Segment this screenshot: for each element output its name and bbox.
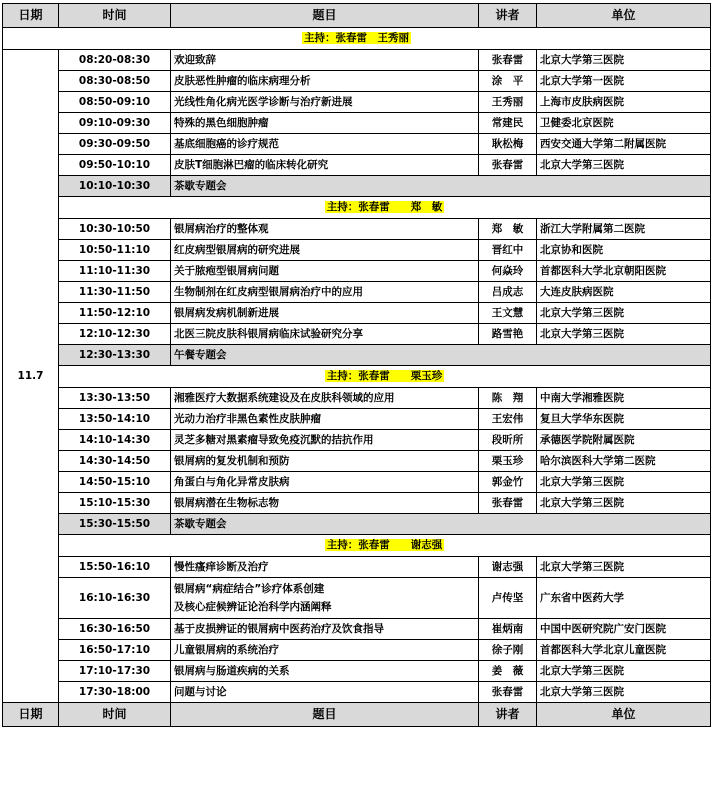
time-cell: 10:30-10:50 bbox=[59, 219, 171, 240]
speaker-cell: 耿松梅 bbox=[479, 134, 537, 155]
host-row bbox=[3, 535, 711, 557]
table-row bbox=[3, 557, 711, 578]
speaker-cell: 常建民 bbox=[479, 113, 537, 134]
unit-cell: 复旦大学华东医院 bbox=[537, 409, 711, 430]
host-prefix: 主持： bbox=[326, 539, 359, 551]
time-cell: 15:10-15:30 bbox=[59, 493, 171, 514]
header-speaker: 讲者 bbox=[479, 4, 537, 28]
break-row bbox=[3, 176, 711, 197]
speaker-cell: 郭金竹 bbox=[479, 472, 537, 493]
host-row bbox=[3, 197, 711, 219]
speaker-cell: 卢传坚 bbox=[479, 578, 537, 619]
table-row bbox=[3, 451, 711, 472]
host-label bbox=[302, 32, 411, 44]
host-row bbox=[3, 28, 711, 50]
speaker-cell: 徐子刚 bbox=[479, 640, 537, 661]
break-time: 12:30-13:30 bbox=[59, 345, 171, 366]
host-label bbox=[325, 539, 445, 551]
break-row bbox=[3, 345, 711, 366]
unit-cell: 中南大学湘雅医院 bbox=[537, 388, 711, 409]
footer-date: 日期 bbox=[3, 703, 59, 727]
speaker-cell: 姜 薇 bbox=[479, 661, 537, 682]
unit-cell: 承德医学院附属医院 bbox=[537, 430, 711, 451]
title-cell: 关于脓疱型银屑病问题 bbox=[171, 261, 479, 282]
title-cell: 皮肤恶性肿瘤的临床病理分析 bbox=[171, 71, 479, 92]
title-cell: 欢迎致辞 bbox=[171, 50, 479, 71]
header-date: 日期 bbox=[3, 4, 59, 28]
unit-cell: 上海市皮肤病医院 bbox=[537, 92, 711, 113]
time-cell: 16:30-16:50 bbox=[59, 619, 171, 640]
break-title: 茶歇专题会 bbox=[171, 176, 711, 197]
title-cell: 光线性角化病光医学诊断与治疗新进展 bbox=[171, 92, 479, 113]
time-cell: 08:20-08:30 bbox=[59, 50, 171, 71]
unit-cell: 北京大学第一医院 bbox=[537, 71, 711, 92]
time-cell: 16:50-17:10 bbox=[59, 640, 171, 661]
unit-cell: 大连皮肤病医院 bbox=[537, 282, 711, 303]
time-cell: 16:10-16:30 bbox=[59, 578, 171, 619]
table-row bbox=[3, 472, 711, 493]
title-cell: 角蛋白与角化异常皮肤病 bbox=[171, 472, 479, 493]
footer-header-row bbox=[3, 703, 711, 727]
host-row bbox=[3, 366, 711, 388]
host-cell bbox=[3, 28, 711, 50]
break-time: 15:30-15:50 bbox=[59, 514, 171, 535]
speaker-cell: 张春雷 bbox=[479, 682, 537, 703]
time-cell: 14:30-14:50 bbox=[59, 451, 171, 472]
unit-cell: 浙江大学附属第二医院 bbox=[537, 219, 711, 240]
title-cell: 光动力治疗非黑色素性皮肤肿瘤 bbox=[171, 409, 479, 430]
host-names: 张春雷 郑 敏 bbox=[358, 201, 443, 213]
title-cell: 湘雅医疗大数据系统建设及在皮肤科领域的应用 bbox=[171, 388, 479, 409]
speaker-cell: 张春雷 bbox=[479, 50, 537, 71]
speaker-cell: 谢志强 bbox=[479, 557, 537, 578]
title-cell: 银屑病与肠道疾病的关系 bbox=[171, 661, 479, 682]
host-cell bbox=[59, 197, 711, 219]
speaker-cell: 吕成志 bbox=[479, 282, 537, 303]
speaker-cell: 郑 敏 bbox=[479, 219, 537, 240]
title-cell: 银屑病治疗的整体观 bbox=[171, 219, 479, 240]
unit-cell: 北京大学第三医院 bbox=[537, 557, 711, 578]
unit-cell: 首都医科大学北京儿童医院 bbox=[537, 640, 711, 661]
table-row bbox=[3, 261, 711, 282]
time-cell: 13:30-13:50 bbox=[59, 388, 171, 409]
speaker-cell: 段昕所 bbox=[479, 430, 537, 451]
break-title: 午餐专题会 bbox=[171, 345, 711, 366]
date-cell: 11.7 bbox=[3, 50, 59, 703]
time-cell: 09:30-09:50 bbox=[59, 134, 171, 155]
title-cell: 银屑病发病机制新进展 bbox=[171, 303, 479, 324]
title-cell: 生物制剂在红皮病型银屑病治疗中的应用 bbox=[171, 282, 479, 303]
unit-cell: 中国中医研究院广安门医院 bbox=[537, 619, 711, 640]
title-cell: 儿童银屑病的系统治疗 bbox=[171, 640, 479, 661]
unit-cell: 北京大学第三医院 bbox=[537, 324, 711, 345]
table-row bbox=[3, 219, 711, 240]
table-row bbox=[3, 430, 711, 451]
speaker-cell: 王秀丽 bbox=[479, 92, 537, 113]
table-row bbox=[3, 640, 711, 661]
speaker-cell: 晋红中 bbox=[479, 240, 537, 261]
speaker-cell: 王宏伟 bbox=[479, 409, 537, 430]
unit-cell: 北京大学第三医院 bbox=[537, 50, 711, 71]
title-cell: 银屑病的复发机制和预防 bbox=[171, 451, 479, 472]
time-cell: 17:30-18:00 bbox=[59, 682, 171, 703]
time-cell: 11:10-11:30 bbox=[59, 261, 171, 282]
table-row bbox=[3, 155, 711, 176]
unit-cell: 北京大学第三医院 bbox=[537, 303, 711, 324]
table-row bbox=[3, 388, 711, 409]
table-row bbox=[3, 240, 711, 261]
header-time: 时间 bbox=[59, 4, 171, 28]
header-unit: 单位 bbox=[537, 4, 711, 28]
title-cell: 问题与讨论 bbox=[171, 682, 479, 703]
title-line: 及核心症候辨证论治科学内涵阐释 bbox=[174, 601, 332, 613]
title-cell: 银屑病潜在生物标志物 bbox=[171, 493, 479, 514]
title-cell: 基底细胞癌的诊疗规范 bbox=[171, 134, 479, 155]
host-names: 张春雷 栗玉珍 bbox=[358, 370, 443, 382]
unit-cell: 北京大学第三医院 bbox=[537, 493, 711, 514]
unit-cell: 北京大学第三医院 bbox=[537, 155, 711, 176]
title-cell: 基于皮损辨证的银屑病中医药治疗及饮食指导 bbox=[171, 619, 479, 640]
time-cell: 14:50-15:10 bbox=[59, 472, 171, 493]
unit-cell: 西安交通大学第二附属医院 bbox=[537, 134, 711, 155]
table-row bbox=[3, 324, 711, 345]
host-prefix: 主持： bbox=[326, 201, 359, 213]
title-cell: 皮肤T细胞淋巴瘤的临床转化研究 bbox=[171, 155, 479, 176]
footer-unit: 单位 bbox=[537, 703, 711, 727]
table-row bbox=[3, 50, 711, 71]
table-row bbox=[3, 282, 711, 303]
speaker-cell: 张春雷 bbox=[479, 155, 537, 176]
header-title: 题目 bbox=[171, 4, 479, 28]
title-cell: 特殊的黑色细胞肿瘤 bbox=[171, 113, 479, 134]
time-cell: 09:10-09:30 bbox=[59, 113, 171, 134]
table-row bbox=[3, 619, 711, 640]
title-cell bbox=[171, 578, 479, 619]
table-row bbox=[3, 303, 711, 324]
title-cell: 红皮病型银屑病的研究进展 bbox=[171, 240, 479, 261]
speaker-cell: 栗玉珍 bbox=[479, 451, 537, 472]
time-cell: 11:30-11:50 bbox=[59, 282, 171, 303]
speaker-cell: 路雪艳 bbox=[479, 324, 537, 345]
host-names: 张春雷 王秀丽 bbox=[335, 32, 409, 44]
unit-cell: 卫健委北京医院 bbox=[537, 113, 711, 134]
table-row bbox=[3, 113, 711, 134]
time-cell: 08:50-09:10 bbox=[59, 92, 171, 113]
host-prefix: 主持： bbox=[326, 370, 359, 382]
speaker-cell: 张春雷 bbox=[479, 493, 537, 514]
speaker-cell: 王文慧 bbox=[479, 303, 537, 324]
unit-cell: 北京大学第三医院 bbox=[537, 661, 711, 682]
time-cell: 13:50-14:10 bbox=[59, 409, 171, 430]
speaker-cell: 何焱玲 bbox=[479, 261, 537, 282]
title-line: 银屑病“病症结合”诊疗体系创建 bbox=[174, 583, 325, 595]
host-names: 张春雷 谢志强 bbox=[358, 539, 443, 551]
speaker-cell: 崔炳南 bbox=[479, 619, 537, 640]
time-cell: 08:30-08:50 bbox=[59, 71, 171, 92]
agenda-table bbox=[2, 3, 711, 727]
footer-speaker: 讲者 bbox=[479, 703, 537, 727]
break-time: 10:10-10:30 bbox=[59, 176, 171, 197]
title-cell: 慢性瘙痒诊断及治疗 bbox=[171, 557, 479, 578]
unit-cell: 北京大学第三医院 bbox=[537, 472, 711, 493]
title-cell: 灵芝多糖对黑素瘤导致免疫沉默的拮抗作用 bbox=[171, 430, 479, 451]
time-cell: 10:50-11:10 bbox=[59, 240, 171, 261]
time-cell: 11:50-12:10 bbox=[59, 303, 171, 324]
host-label bbox=[325, 370, 445, 382]
title-cell: 北医三院皮肤科银屑病临床试验研究分享 bbox=[171, 324, 479, 345]
table-row bbox=[3, 578, 711, 619]
host-cell bbox=[59, 366, 711, 388]
table-row bbox=[3, 682, 711, 703]
unit-cell: 首都医科大学北京朝阳医院 bbox=[537, 261, 711, 282]
time-cell: 17:10-17:30 bbox=[59, 661, 171, 682]
table-row bbox=[3, 92, 711, 113]
time-cell: 14:10-14:30 bbox=[59, 430, 171, 451]
speaker-cell: 涂 平 bbox=[479, 71, 537, 92]
unit-cell: 广东省中医药大学 bbox=[537, 578, 711, 619]
host-prefix: 主持： bbox=[304, 32, 336, 44]
unit-cell: 哈尔滨医科大学第二医院 bbox=[537, 451, 711, 472]
table-row bbox=[3, 134, 711, 155]
table-row bbox=[3, 409, 711, 430]
host-label bbox=[325, 201, 445, 213]
header-row bbox=[3, 4, 711, 28]
break-title: 茶歇专题会 bbox=[171, 514, 711, 535]
table-row bbox=[3, 493, 711, 514]
speaker-cell: 陈 翔 bbox=[479, 388, 537, 409]
host-cell bbox=[59, 535, 711, 557]
time-cell: 12:10-12:30 bbox=[59, 324, 171, 345]
unit-cell: 北京协和医院 bbox=[537, 240, 711, 261]
table-row bbox=[3, 661, 711, 682]
table-row bbox=[3, 71, 711, 92]
footer-time: 时间 bbox=[59, 703, 171, 727]
time-cell: 15:50-16:10 bbox=[59, 557, 171, 578]
unit-cell: 北京大学第三医院 bbox=[537, 682, 711, 703]
footer-title: 题目 bbox=[171, 703, 479, 727]
time-cell: 09:50-10:10 bbox=[59, 155, 171, 176]
break-row bbox=[3, 514, 711, 535]
